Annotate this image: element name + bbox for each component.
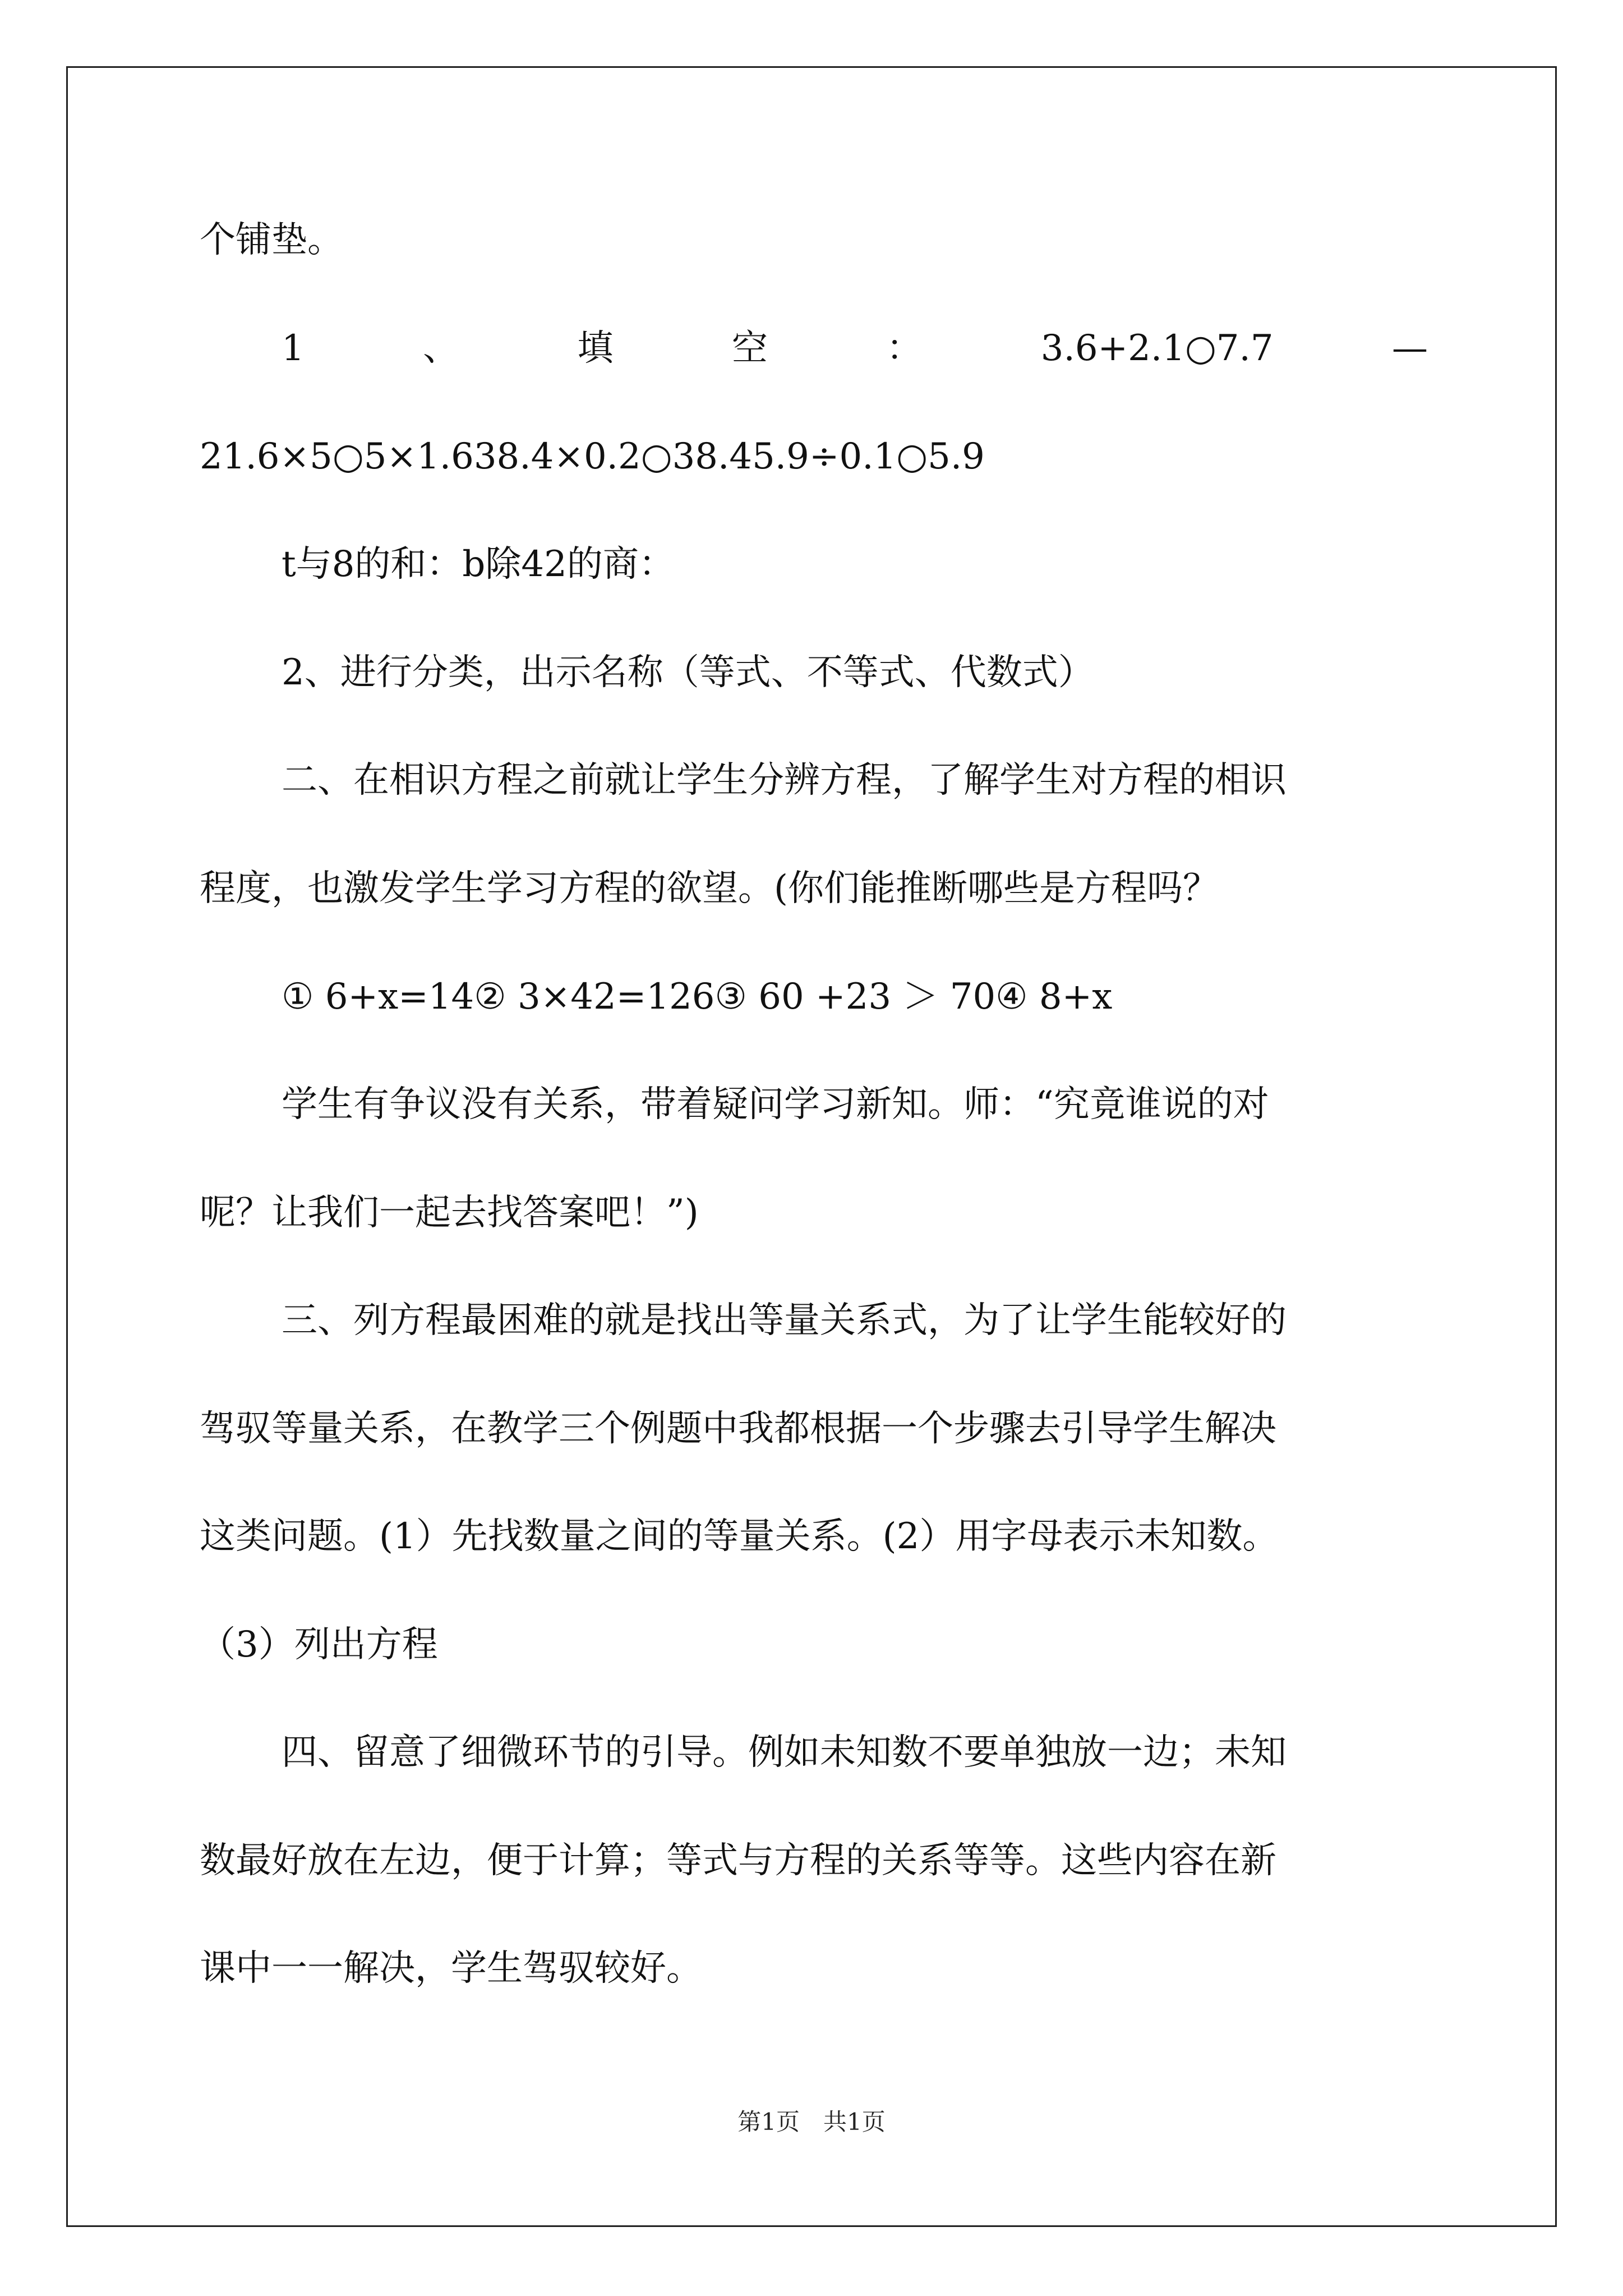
paragraph-line-16: 数最好放在左边，便于计算；等式与方程的关系等等。这些内容在新 — [200, 1840, 1276, 1881]
paragraph-line-13: 这类问题。(1）先找数量之间的等量关系。(2）用字母表示未知数。 — [200, 1516, 1279, 1557]
fill-item: 3.6+2.1○7.7 — [1040, 328, 1274, 369]
fill-item: 1 — [282, 328, 305, 369]
fill-item: 填 — [577, 328, 614, 369]
fill-item: ： — [886, 328, 923, 369]
paragraph-line-11: 三、列方程最困难的就是找出等量关系式，为了让学生能较好的 — [282, 1300, 1287, 1341]
paragraph-line-10: 呢？让我们一起去找答案吧！”) — [200, 1192, 699, 1234]
paragraph-line-14: （3）列出方程 — [200, 1624, 438, 1665]
fill-item: — — [1391, 328, 1428, 369]
fill-blank-line — [282, 328, 1428, 369]
fill-item: 空 — [731, 328, 768, 369]
paragraph-line-9: 学生有争议没有关系，带着疑问学习新知。师：“究竟谁说的对 — [282, 1084, 1269, 1125]
page-border — [66, 66, 1557, 2227]
paragraph-line-17: 课中一一解决，学生驾驭较好。 — [200, 1948, 702, 1989]
fill-item: 、 — [423, 328, 459, 369]
paragraph-line-3: 21.6×5○5×1.638.4×0.2○38.45.9÷0.1○5.9 — [200, 436, 985, 477]
page-number-footer: 第1页 共1页 — [737, 2108, 886, 2136]
paragraph-line-15: 四、留意了细微环节的引导。例如未知数不要单独放一边；未知 — [282, 1732, 1287, 1773]
paragraph-line-12: 驾驭等量关系，在教学三个例题中我都根据一个步骤去引导学生解决 — [200, 1408, 1276, 1450]
paragraph-line-1: 个铺垫。 — [200, 219, 343, 261]
paragraph-line-5: 2、进行分类，出示名称（等式、不等式、代数式） — [282, 652, 1094, 693]
paragraph-line-7: 程度，也激发学生学习方程的欲望。(你们能推断哪些是方程吗？ — [200, 868, 1219, 909]
paragraph-line-6: 二、在相识方程之前就让学生分辨方程，了解学生对方程的相识 — [282, 760, 1287, 801]
paragraph-line-4: t与8的和：b除42的商： — [282, 544, 675, 585]
paragraph-line-8: ① 6+x=14② 3×42=126③ 60 +23 ＞ 70④ 8+x — [282, 976, 1113, 1018]
